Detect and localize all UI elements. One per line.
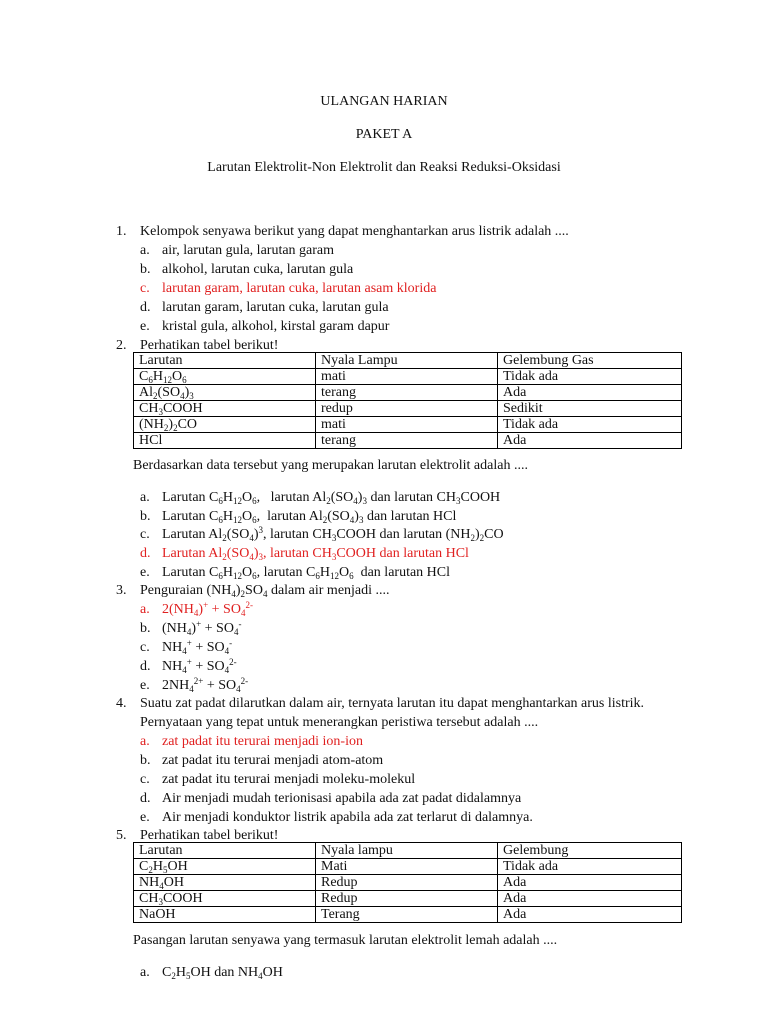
option-letter: a.	[140, 243, 150, 258]
table-cell: Ada	[498, 385, 682, 401]
question-number: 1.	[116, 224, 127, 239]
option-text: $C_2H_5OH$ dan $NH_4OH$	[162, 965, 283, 981]
answer-option	[140, 963, 283, 982]
option-letter: a.	[140, 734, 150, 749]
answer-option	[140, 600, 253, 619]
question-number: 3.	[116, 583, 127, 598]
option-text: air, larutan gula, larutan garam	[162, 243, 335, 258]
answer-option	[140, 676, 248, 695]
option-letter: c.	[140, 640, 150, 655]
option-text: larutan garam, larutan cuka, larutan asam klorida	[162, 281, 437, 296]
option-text: Larutan $C_6H_{12}O_6$, larutan $Al_2(SO_4)_3$ dan larutan $CH_3COOH$	[162, 490, 501, 506]
answer-option	[140, 507, 456, 526]
question-text: Perhatikan tabel berikut!	[140, 338, 279, 353]
option-text: zat padat itu terurai menjadi atom-atom	[162, 753, 384, 768]
option-letter: d.	[140, 659, 151, 674]
question-prompt: Pasangan larutan senyawa yang termasuk larutan elektrolit lemah adalah ....	[133, 933, 558, 948]
table-row	[134, 433, 682, 449]
option-text: Larutan $Al_2(SO_4)_3$, larutan $CH_3COOH$ dan larutan HCl	[162, 546, 469, 562]
table-cell: $NH_4OH$	[134, 875, 316, 891]
table-row	[134, 875, 682, 891]
option-letter: b.	[140, 509, 151, 524]
table-header-cell: Nyala Lampu	[316, 353, 498, 369]
option-letter: c.	[140, 527, 150, 542]
page-title: ULANGAN HARIAN	[320, 94, 448, 109]
table-cell: Ada	[498, 891, 682, 907]
option-letter: e.	[140, 810, 150, 825]
question-text: Penguraian $(NH_4)_2SO_4$ dalam air menjadi ....	[140, 583, 390, 599]
option-letter: e.	[140, 319, 150, 334]
table-header-cell: Nyala lampu	[316, 843, 498, 859]
table-row	[134, 401, 682, 417]
option-text: Air menjadi mudah terionisasi apabila ada zat padat didalamnya	[162, 791, 522, 806]
table-cell: $Al_2(SO_4)_3$	[134, 385, 316, 401]
question-number: 5.	[116, 828, 127, 843]
table-cell: NaOH	[134, 907, 316, 923]
table-cell: Tidak ada	[498, 417, 682, 433]
option-text: larutan garam, larutan cuka, larutan gula	[162, 300, 389, 315]
table-header-row	[134, 353, 682, 369]
table-cell: Redup	[316, 891, 498, 907]
option-text: kristal gula, alkohol, kirstal garam dapur	[162, 319, 390, 334]
answer-option	[140, 732, 363, 751]
answer-option	[140, 279, 436, 298]
answer-option	[140, 488, 500, 507]
answer-option	[140, 638, 232, 657]
option-text: Larutan $C_6H_{12}O_6$, larutan $C_6H_{12}O_6$ dan larutan HCl	[162, 565, 451, 581]
table-header-cell: Larutan	[134, 843, 316, 859]
option-letter: a.	[140, 602, 150, 617]
option-letter: d.	[140, 791, 151, 806]
page-subtitle: Larutan Elektrolit-Non Elektrolit dan Reaksi Reduksi-Oksidasi	[207, 160, 561, 175]
table-cell: Tidak ada	[498, 369, 682, 385]
table-cell: redup	[316, 401, 498, 417]
option-text: $NH_4^+ + SO_4^{2-}$	[162, 657, 237, 675]
table-row	[134, 859, 682, 875]
answer-option	[140, 544, 469, 563]
option-text: zat padat itu terurai menjadi moleku-molekul	[162, 772, 416, 787]
option-text: zat padat itu terurai menjadi ion-ion	[162, 734, 363, 749]
question-prompt: Berdasarkan data tersebut yang merupakan larutan elektrolit adalah ....	[133, 458, 528, 473]
table-cell: Tidak ada	[498, 859, 682, 875]
table-cell: Terang	[316, 907, 498, 923]
answer-option	[140, 657, 237, 676]
table-cell: Redup	[316, 875, 498, 891]
option-letter: b.	[140, 753, 151, 768]
option-text: $NH_4^+ + SO_4^-$	[162, 638, 233, 656]
table-cell: terang	[316, 385, 498, 401]
answer-option	[140, 298, 389, 317]
table-cell: mati	[316, 369, 498, 385]
question-text: Suatu zat padat dilarutkan dalam air, ternyata larutan itu dapat menghantarkan arus listrik.	[140, 696, 645, 711]
table-cell: $CH_3COOH$	[134, 401, 316, 417]
table-header-cell: Larutan	[134, 353, 316, 369]
answer-option	[140, 619, 241, 638]
table-row	[134, 891, 682, 907]
question-text: Perhatikan tabel berikut!	[140, 828, 279, 843]
answer-option	[140, 241, 334, 260]
data-table	[133, 842, 682, 923]
table-row	[134, 385, 682, 401]
table-header-row	[134, 843, 682, 859]
question-text: Kelompok senyawa berikut yang dapat menghantarkan arus listrik adalah ....	[140, 224, 569, 239]
table-cell: $C_6H_{12}O_6$	[134, 369, 316, 385]
table-cell: mati	[316, 417, 498, 433]
option-text: Air menjadi konduktor listrik apabila ada zat terlarut di dalamnya.	[162, 810, 533, 825]
option-letter: b.	[140, 262, 151, 277]
data-table	[133, 352, 682, 449]
option-letter: a.	[140, 490, 150, 505]
option-letter: c.	[140, 281, 150, 296]
table-cell: Ada	[498, 907, 682, 923]
option-letter: d.	[140, 546, 151, 561]
table-cell: Sedikit	[498, 401, 682, 417]
question-number: 4.	[116, 696, 127, 711]
option-letter: d.	[140, 300, 151, 315]
option-text: alkohol, larutan cuka, larutan gula	[162, 262, 354, 277]
option-letter: a.	[140, 965, 150, 980]
answer-option	[140, 563, 450, 582]
table-cell: $(NH_2)_2CO$	[134, 417, 316, 433]
table-row	[134, 369, 682, 385]
option-text: Larutan $C_6H_{12}O_6$, larutan $Al_2(SO_4)_3$ dan larutan HCl	[162, 509, 457, 525]
option-text: $2NH_4^{2+} + SO_4^{2-}$	[162, 676, 249, 694]
table-header-cell: Gelembung	[498, 843, 682, 859]
answer-option	[140, 789, 521, 808]
answer-option	[140, 317, 389, 336]
answer-option	[140, 770, 415, 789]
table-cell: Mati	[316, 859, 498, 875]
table-cell: HCl	[134, 433, 316, 449]
option-letter: e.	[140, 678, 150, 693]
table-row	[134, 907, 682, 923]
option-letter: e.	[140, 565, 150, 580]
option-text: $2(NH_4)^+ + SO_4^{2-}$	[162, 600, 253, 618]
answer-option	[140, 525, 504, 544]
table-cell: $CH_3COOH$	[134, 891, 316, 907]
table-header-cell: Gelembung Gas	[498, 353, 682, 369]
answer-option	[140, 260, 353, 279]
table-cell: Ada	[498, 875, 682, 891]
option-letter: b.	[140, 621, 151, 636]
option-text: Larutan $Al_2(SO_4)^3$, larutan $CH_3COOH$ dan larutan $(NH_2)_2CO$	[162, 525, 504, 543]
table-cell: $C_2H_5OH$	[134, 859, 316, 875]
table-cell: terang	[316, 433, 498, 449]
option-letter: c.	[140, 772, 150, 787]
table-cell: Ada	[498, 433, 682, 449]
table-row	[134, 417, 682, 433]
answer-option	[140, 808, 533, 827]
question-number: 2.	[116, 338, 127, 353]
packet-label: PAKET A	[355, 127, 413, 142]
question-text-continued: Pernyataan yang tepat untuk menerangkan peristiwa tersebut adalah ....	[140, 715, 539, 730]
answer-option	[140, 751, 383, 770]
option-text: $(NH_4)^+ + SO_4^-$	[162, 619, 242, 637]
